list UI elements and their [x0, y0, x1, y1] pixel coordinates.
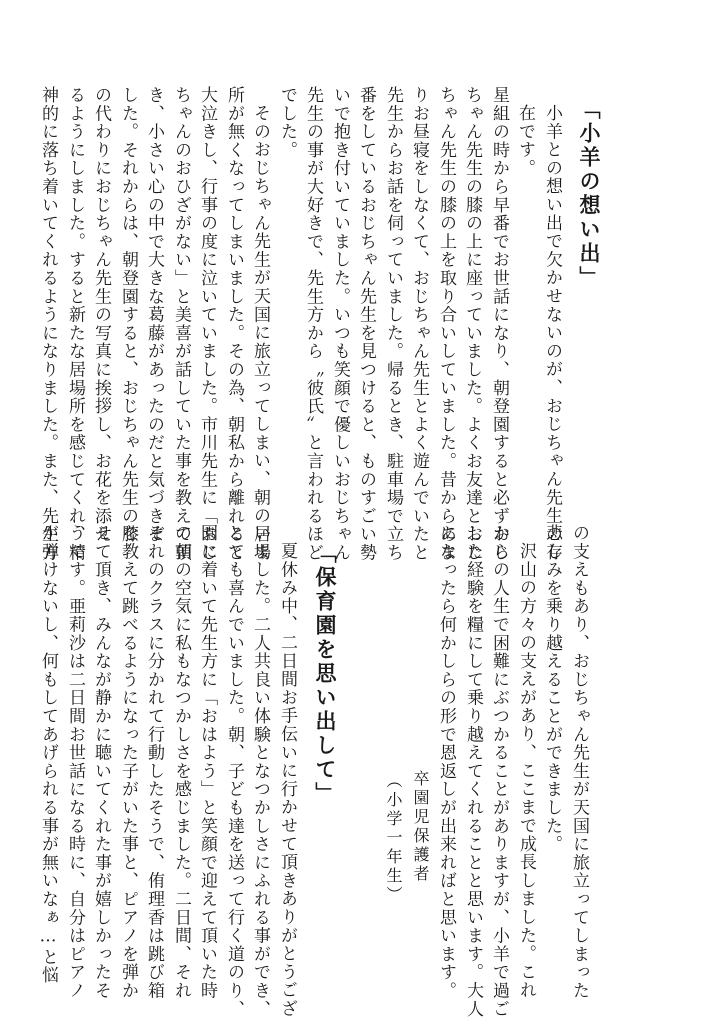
text-line: になったら何かしらの形で恩返しが出来ればと思います。 [436, 524, 456, 1000]
text-line: せて頂き、みんなが静かに聴いてくれた事が嬉しかったそ [91, 524, 111, 1000]
author-signature: 卒園児保護者 [411, 770, 430, 884]
text-line: 星組の時から早番でお世話になり、朝登園すると必ずおじ [489, 86, 509, 562]
text-line: 先生からお話を伺っていました。帰るとき、駐車場で立ち [383, 86, 403, 562]
text-line: 夏休み中、二日間お手伝いに行かせて頂きありがとうござ [277, 542, 297, 1018]
text-line: き、小さい心の中で大きな葛藤があったのだと気づきま [144, 86, 164, 544]
text-line: した経験を糧にして乗り越えてくれることと思います。大人 [463, 524, 483, 1018]
text-line: ちゃん先生の膝の上を取り合いしていました。昔からあま [436, 86, 456, 562]
text-line: 番をしているおじちゃん先生を見つけると、ものすごい勢 [356, 86, 376, 562]
text-line: そのおじちゃん先生が天国に旅立ってしまい、朝の居場 [250, 104, 270, 562]
text-line: 悲しみを乗り越えることができました。 [542, 524, 562, 854]
text-line: が弾けないし、何もしてあげられる事が無いなぁ…と悩 [38, 524, 58, 985]
text-line: いました。二人共良い体験となつかしさにふれる事ができ、 [250, 524, 270, 1018]
section-title-hoikuen: 「保育園を思い出して」 [313, 542, 338, 806]
text-line: とても喜んでいました。朝、子ども達を送って行く道のり、 [224, 524, 244, 1018]
text-line: 沢山の方々の支えがあり、ここまで成長しました。これ [516, 542, 536, 1000]
text-line: の支えもあり、おじちゃん先生が天国に旅立ってしまった [569, 524, 589, 1000]
text-line: ちゃん先生の膝の上に座っていました。よくお友達とおじ [462, 86, 482, 562]
author-grade: （小学一年生） [384, 772, 403, 905]
text-line: るようにしました。すると新たな居場所を感じてくれ、精 [65, 86, 85, 562]
text-line: 先生の事が大好きで、先生方から〝彼氏〟と言われるほど [303, 86, 323, 562]
text-line: からの人生で困難にぶつかることがありますが、小羊で過ご [489, 524, 509, 1018]
text-line: 大泣きし、行事の度に泣いていました。市川先生に「おじ [197, 86, 217, 562]
text-line: ぞれのクラスに分かれて行動したそうで、侑理香は跳び箱 [144, 524, 164, 1000]
text-line: した。それからは、朝登園すると、おじちゃん先生の膝 [118, 86, 138, 544]
text-line: を教えて跳べるようになった子がいた事と、ピアノを弾か [118, 524, 138, 1000]
text-line: でした。 [277, 86, 297, 160]
text-line: の朝の空気に私もなつかしさを感じました。二日間、それ [171, 524, 191, 1000]
text-line: りお昼寝をしなくて、おじちゃん先生とよく遊んでいたと [409, 86, 429, 562]
text-line: 小羊との想い出で欠かせないのが、おじちゃん先生の存 [542, 104, 562, 562]
text-line: 所が無くなってしまいました。その為、朝私から離れると [224, 86, 244, 562]
text-line: の代わりにおじちゃん先生の写真に挨拶し、お花を添え [91, 86, 111, 544]
text-line: うです。亜莉沙は二日間お世話になる時に、自分はピアノ [65, 524, 85, 1000]
text-line: 在です。 [515, 104, 535, 178]
text-line: ちゃんのおひざがない」と美喜が話していた事を教えて頂 [171, 86, 191, 562]
text-line: 園に着いて先生方に「おはよう」と笑顔で迎えて頂いた時 [197, 524, 217, 1000]
text-line: 神的に落ち着いてくれるようになりました。また、先生方 [38, 86, 58, 562]
section-title-kohitsuji: 「小羊の想い出」 [577, 98, 602, 290]
text-line: いで抱き付いていました。いつも笑顔で優しいおじちゃん [330, 86, 350, 562]
